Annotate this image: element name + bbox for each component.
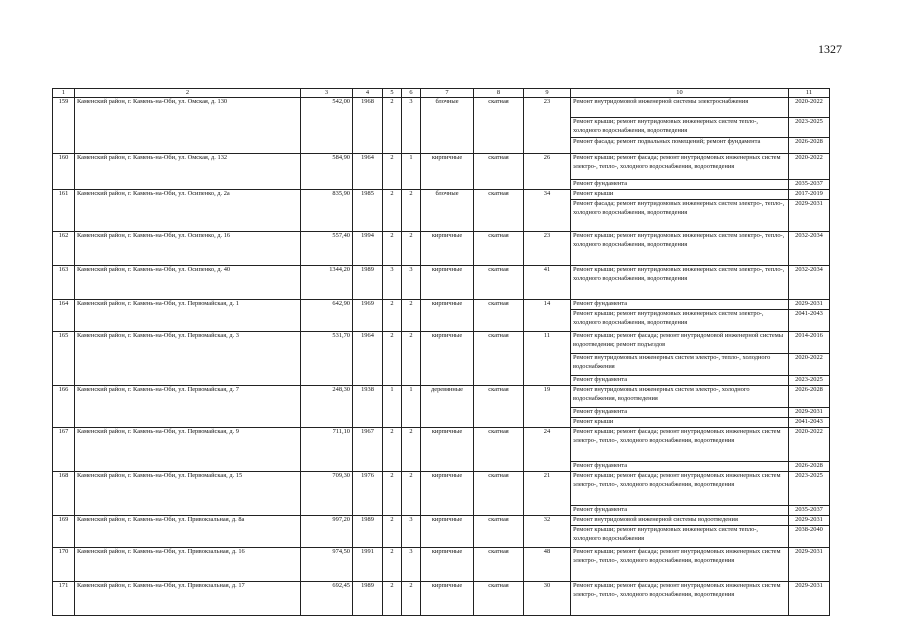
roof-type-cell: скатная	[474, 300, 524, 332]
repair-period-cell: 2026-2028	[789, 462, 830, 472]
table-row	[53, 232, 830, 266]
year-cell: 1994	[353, 232, 383, 266]
repair-work-cell: Ремонт крыши; ремонт внутридомовых инженерных систем тепло-, холодного водоснабжения	[571, 526, 789, 548]
repair-period-cell: 2032-2034	[789, 266, 830, 300]
address-cell: Каменский район, г. Камень-на-Оби, ул. Первомайская, д. 1	[75, 300, 301, 332]
table-row	[53, 516, 830, 526]
quantity-cell: 19	[524, 386, 571, 428]
table-row	[53, 428, 830, 462]
repair-work-cell: Ремонт внутридомовой инженерной системы водоотведения	[571, 516, 789, 526]
repair-period-cell: 2020-2022	[789, 154, 830, 180]
quantity-cell: 14	[524, 300, 571, 332]
repair-work-cell: Ремонт крыши; ремонт фасада; ремонт внутридомовых инженерных систем электро-, тепло-, холодного водоснабжения, водоотведения	[571, 582, 789, 616]
floors-cell: 2	[383, 516, 402, 548]
repair-work-cell: Ремонт фундамента	[571, 376, 789, 386]
header-cell: 10	[571, 89, 789, 98]
repair-period-cell: 2029-2031	[789, 582, 830, 616]
row-number: 165	[53, 332, 75, 386]
table-row	[53, 548, 830, 582]
wall-material-cell: кирпичные	[421, 232, 474, 266]
header-cell: 2	[75, 89, 301, 98]
table-row	[53, 300, 830, 310]
header-cell: 8	[474, 89, 524, 98]
roof-type-cell: скатная	[474, 582, 524, 616]
repair-work-cell: Ремонт крыши; ремонт фасада; ремонт внутридомовой инженерной системы водоотведения; ремонт подъездов	[571, 332, 789, 354]
quantity-cell: 32	[524, 516, 571, 548]
repair-period-cell: 2020-2022	[789, 98, 830, 118]
area-cell: 642,90	[301, 300, 353, 332]
repair-period-cell: 2026-2028	[789, 386, 830, 408]
repair-work-cell: Ремонт фундамента	[571, 462, 789, 472]
floors-cell: 2	[383, 190, 402, 232]
repair-period-cell: 2041-2043	[789, 310, 830, 332]
roof-type-cell: скатная	[474, 232, 524, 266]
wall-material-cell: кирпичные	[421, 300, 474, 332]
repair-period-cell: 2029-2031	[789, 516, 830, 526]
quantity-cell: 41	[524, 266, 571, 300]
year-cell: 1967	[353, 428, 383, 472]
repair-work-cell: Ремонт крыши; ремонт фасада; ремонт внутридомовых инженерных систем электро-, тепло-, холодного водоснабжения, водоотведения	[571, 428, 789, 462]
area-cell: 692,45	[301, 582, 353, 616]
repair-period-cell: 2023-2025	[789, 472, 830, 506]
repair-period-cell: 2026-2028	[789, 138, 830, 154]
repair-work-cell: Ремонт внутридомовых инженерных систем электро-, холодного водоснабжения, водоотведения	[571, 386, 789, 408]
repair-work-cell: Ремонт крыши; ремонт фасада; ремонт внутридомовых инженерных систем электро-, тепло-, холодного водоснабжения, водоотведения	[571, 154, 789, 180]
roof-type-cell: скатная	[474, 386, 524, 428]
area-cell: 584,90	[301, 154, 353, 190]
row-number: 167	[53, 428, 75, 472]
address-cell: Каменский район, г. Камень-на-Оби, ул. Привокзальная, д. 8а	[75, 516, 301, 548]
wall-material-cell: деревянные	[421, 386, 474, 428]
roof-type-cell: скатная	[474, 98, 524, 154]
row-number: 164	[53, 300, 75, 332]
year-cell: 1976	[353, 472, 383, 516]
floors-cell: 2	[383, 428, 402, 472]
floors-cell: 2	[383, 332, 402, 386]
quantity-cell: 48	[524, 548, 571, 582]
wall-material-cell: кирпичные	[421, 428, 474, 472]
wall-material-cell: кирпичные	[421, 516, 474, 548]
row-number: 159	[53, 98, 75, 154]
quantity-cell: 30	[524, 582, 571, 616]
row-number: 169	[53, 516, 75, 548]
entrances-cell: 3	[402, 266, 421, 300]
floors-cell: 2	[383, 548, 402, 582]
roof-type-cell: скатная	[474, 266, 524, 300]
repair-period-cell: 2038-2040	[789, 526, 830, 548]
repair-work-cell: Ремонт фундамента	[571, 180, 789, 190]
table-row	[53, 266, 830, 300]
repair-work-cell: Ремонт крыши; ремонт внутридомовых инженерных систем тепло-, холодного водоснабжения, водоотведения	[571, 118, 789, 138]
address-cell: Каменский район, г. Камень-на-Оби, ул. Омская, д. 130	[75, 98, 301, 154]
repair-period-cell: 2023-2025	[789, 376, 830, 386]
roof-type-cell: скатная	[474, 428, 524, 472]
row-number: 162	[53, 232, 75, 266]
repair-period-cell: 2035-2037	[789, 180, 830, 190]
area-cell: 248,30	[301, 386, 353, 428]
repair-work-cell: Ремонт крыши; ремонт фасада; ремонт внутридомовых инженерных систем электро-, тепло-, холодного водоснабжения, водоотведения	[571, 472, 789, 506]
row-number: 163	[53, 266, 75, 300]
wall-material-cell: кирпичные	[421, 548, 474, 582]
repair-period-cell: 2020-2022	[789, 354, 830, 376]
repair-period-cell: 2023-2025	[789, 118, 830, 138]
address-cell: Каменский район, г. Камень-на-Оби, ул. Первомайская, д. 9	[75, 428, 301, 472]
entrances-cell: 2	[402, 300, 421, 332]
repair-work-cell: Ремонт крыши; ремонт внутридомовых инженерных систем электро-, холодного водоснабжения, водоотведения	[571, 310, 789, 332]
wall-material-cell: кирпичные	[421, 472, 474, 516]
repair-period-cell: 2032-2034	[789, 232, 830, 266]
repair-period-cell: 2041-2043	[789, 418, 830, 428]
area-cell: 997,20	[301, 516, 353, 548]
repair-period-cell: 2020-2022	[789, 428, 830, 462]
area-cell: 542,00	[301, 98, 353, 154]
entrances-cell: 3	[402, 98, 421, 154]
year-cell: 1938	[353, 386, 383, 428]
address-cell: Каменский район, г. Камень-на-Оби, ул. Привокзальная, д. 16	[75, 548, 301, 582]
year-cell: 1964	[353, 154, 383, 190]
table-row	[53, 332, 830, 354]
quantity-cell: 21	[524, 472, 571, 516]
header-cell: 7	[421, 89, 474, 98]
roof-type-cell: скатная	[474, 548, 524, 582]
quantity-cell: 11	[524, 332, 571, 386]
quantity-cell: 24	[524, 428, 571, 472]
repair-period-cell: 2029-2031	[789, 548, 830, 582]
address-cell: Каменский район, г. Камень-на-Оби, ул. Первомайская, д. 3	[75, 332, 301, 386]
header-row	[53, 89, 830, 98]
repair-work-cell: Ремонт крыши; ремонт фасада; ремонт внутридомовых инженерных систем электро-, тепло-, холодного водоснабжения, водоотведения	[571, 548, 789, 582]
wall-material-cell: кирпичные	[421, 154, 474, 190]
area-cell: 531,70	[301, 332, 353, 386]
area-cell: 974,50	[301, 548, 353, 582]
header-cell: 9	[524, 89, 571, 98]
entrances-cell: 3	[402, 548, 421, 582]
header-cell: 11	[789, 89, 830, 98]
entrances-cell: 2	[402, 428, 421, 472]
repair-work-cell: Ремонт крыши; ремонт внутридомовых инженерных систем электро-, тепло-, холодного водоснабжения, водоотведения	[571, 232, 789, 266]
floors-cell: 1	[383, 386, 402, 428]
row-number: 168	[53, 472, 75, 516]
repair-period-cell: 2029-2031	[789, 300, 830, 310]
entrances-cell: 2	[402, 232, 421, 266]
repair-period-cell: 2035-2037	[789, 506, 830, 516]
wall-material-cell: блочные	[421, 98, 474, 154]
row-number: 161	[53, 190, 75, 232]
header-cell: 6	[402, 89, 421, 98]
repair-period-cell: 2029-2031	[789, 200, 830, 232]
repair-work-cell: Ремонт внутридомовой инженерной системы электроснабжения	[571, 98, 789, 118]
quantity-cell: 26	[524, 154, 571, 190]
quantity-cell: 23	[524, 98, 571, 154]
wall-material-cell: кирпичные	[421, 266, 474, 300]
floors-cell: 2	[383, 232, 402, 266]
entrances-cell: 2	[402, 332, 421, 386]
year-cell: 1989	[353, 582, 383, 616]
page-number: 1327	[818, 42, 842, 56]
floors-cell: 2	[383, 472, 402, 516]
roof-type-cell: скатная	[474, 190, 524, 232]
floors-cell: 3	[383, 266, 402, 300]
entrances-cell: 2	[402, 190, 421, 232]
row-number: 160	[53, 154, 75, 190]
year-cell: 1989	[353, 266, 383, 300]
repair-period-cell: 2017-2019	[789, 190, 830, 200]
repair-work-cell: Ремонт фундамента	[571, 506, 789, 516]
table-row	[53, 472, 830, 506]
table-row	[53, 386, 830, 408]
row-number: 170	[53, 548, 75, 582]
repair-work-cell: Ремонт фасада; ремонт подвальных помещений; ремонт фундамента	[571, 138, 789, 154]
roof-type-cell: скатная	[474, 516, 524, 548]
repair-work-cell: Ремонт крыши	[571, 190, 789, 200]
area-cell: 711,10	[301, 428, 353, 472]
header-cell: 5	[383, 89, 402, 98]
table-body	[53, 89, 830, 616]
address-cell: Каменский район, г. Камень-на-Оби, ул. Привокзальная, д. 17	[75, 582, 301, 616]
entrances-cell: 1	[402, 154, 421, 190]
area-cell: 557,40	[301, 232, 353, 266]
floors-cell: 2	[383, 154, 402, 190]
entrances-cell: 2	[402, 582, 421, 616]
roof-type-cell: скатная	[474, 472, 524, 516]
year-cell: 1989	[353, 516, 383, 548]
area-cell: 709,30	[301, 472, 353, 516]
floors-cell: 2	[383, 582, 402, 616]
roof-type-cell: скатная	[474, 332, 524, 386]
quantity-cell: 23	[524, 232, 571, 266]
area-cell: 1344,20	[301, 266, 353, 300]
address-cell: Каменский район, г. Камень-на-Оби, ул. Омская, д. 132	[75, 154, 301, 190]
address-cell: Каменский район, г. Камень-на-Оби, ул. Первомайская, д. 7	[75, 386, 301, 428]
header-cell: 1	[53, 89, 75, 98]
row-number: 166	[53, 386, 75, 428]
roof-type-cell: скатная	[474, 154, 524, 190]
header-cell: 4	[353, 89, 383, 98]
entrances-cell: 3	[402, 516, 421, 548]
address-cell: Каменский район, г. Камень-на-Оби, ул. Первомайская, д. 15	[75, 472, 301, 516]
address-cell: Каменский район, г. Камень-на-Оби, ул. Осипенко, д. 40	[75, 266, 301, 300]
repair-period-cell: 2029-2031	[789, 408, 830, 418]
area-cell: 835,90	[301, 190, 353, 232]
table-row	[53, 154, 830, 180]
year-cell: 1968	[353, 98, 383, 154]
repair-work-cell: Ремонт фундамента	[571, 300, 789, 310]
address-cell: Каменский район, г. Камень-на-Оби, ул. Осипенко, д. 16	[75, 232, 301, 266]
entrances-cell: 1	[402, 386, 421, 428]
repair-work-cell: Ремонт крыши	[571, 418, 789, 428]
table-row	[53, 98, 830, 118]
wall-material-cell: кирпичные	[421, 332, 474, 386]
quantity-cell: 34	[524, 190, 571, 232]
repair-period-cell: 2014-2016	[789, 332, 830, 354]
row-number: 171	[53, 582, 75, 616]
year-cell: 1985	[353, 190, 383, 232]
floors-cell: 2	[383, 300, 402, 332]
repair-work-cell: Ремонт внутридомовых инженерных систем электро-, тепло-, холодного водоснабжения	[571, 354, 789, 376]
repair-work-cell: Ремонт фундамента	[571, 408, 789, 418]
year-cell: 1969	[353, 300, 383, 332]
entrances-cell: 2	[402, 472, 421, 516]
address-cell: Каменский район, г. Камень-на-Оби, ул. Осипенко, д. 2а	[75, 190, 301, 232]
housing-repair-table	[52, 88, 830, 616]
repair-work-cell: Ремонт крыши; ремонт внутридомовых инженерных систем электро-, тепло-, холодного водоснабжения, водоотведения	[571, 266, 789, 300]
repair-work-cell: Ремонт фасада; ремонт внутридомовых инженерных систем электро-, тепло-, холодного водоснабжения, водоотведения	[571, 200, 789, 232]
table-row	[53, 190, 830, 200]
table-row	[53, 582, 830, 616]
year-cell: 1991	[353, 548, 383, 582]
floors-cell: 2	[383, 98, 402, 154]
wall-material-cell: кирпичные	[421, 582, 474, 616]
wall-material-cell: блочные	[421, 190, 474, 232]
year-cell: 1964	[353, 332, 383, 386]
header-cell: 3	[301, 89, 353, 98]
